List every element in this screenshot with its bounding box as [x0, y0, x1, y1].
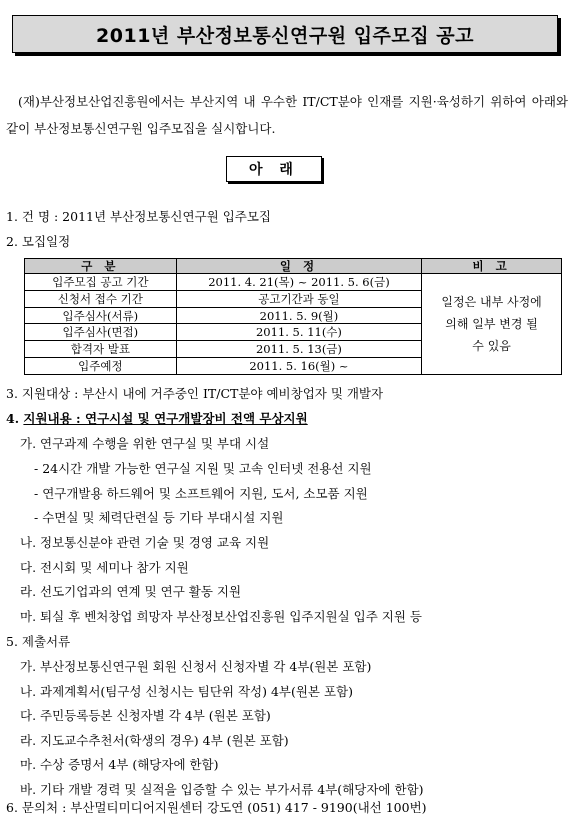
arae-heading: 아 래	[226, 156, 322, 182]
page-title-box	[12, 15, 558, 53]
support-item: 마. 퇴실 후 벤처창업 희망자 부산정보산업진흥원 입주지원실 입주 지원 등	[20, 609, 422, 624]
header-note: 비 고	[422, 259, 562, 274]
document-item: 가. 부산정보통신연구원 회원 신청서 신청자별 각 4부(원본 포함)	[20, 659, 372, 674]
schedule-table	[24, 258, 562, 375]
item-4-text: 지원내용 : 연구시설 및 연구개발장비 전액 무상지원	[23, 411, 308, 426]
row-label: 입주심사(서류)	[25, 307, 177, 324]
schedule-note: 일정은 내부 사정에 의해 일부 변경 될 수 있음	[422, 274, 562, 375]
item-4-number: 4.	[6, 411, 24, 426]
row-label: 입주모집 공고 기간	[25, 274, 177, 291]
table-row	[25, 274, 562, 291]
row-date: 2011. 4. 21(목) ~ 2011. 5. 6(금)	[176, 274, 422, 291]
support-item: 라. 선도기업과의 연계 및 연구 활동 지원	[20, 584, 242, 599]
support-item: 가. 연구과제 수행을 위한 연구실 및 부대 시설	[20, 436, 270, 451]
support-item: 다. 전시회 및 세미나 참가 지원	[20, 560, 189, 575]
header-schedule: 일 정	[176, 259, 422, 274]
document-item: 나. 과제계획서(팀구성 신청시는 팀단위 작성) 4부(원본 포함)	[20, 684, 353, 699]
row-date: 2011. 5. 13(금)	[176, 341, 422, 358]
row-date: 2011. 5. 9(월)	[176, 307, 422, 324]
document-item: 마. 수상 증명서 4부 (해당자에 한함)	[20, 757, 219, 772]
intro-paragraph: (재)부산정보산업진흥원에서는 부산지역 내 우수한 IT/CT분야 인재를 지원·육성하기 위하여 아래와 같이 부산정보통신연구원 입주모집을 실시합니다.	[6, 94, 568, 136]
document-item: 다. 주민등록등본 신청자별 각 4부 (원본 포함)	[20, 708, 271, 723]
page-title: 2011년 부산정보통신연구원 입주모집 공고	[96, 24, 474, 47]
support-subitem: - 수면실 및 체력단련실 등 기타 부대시설 지원	[34, 510, 284, 525]
item-3-eligibility: 3. 지원대상 : 부산시 내에 거주중인 IT/CT분야 예비창업자 및 개발자	[6, 386, 384, 401]
row-date: 2011. 5. 16(월) ~	[176, 358, 422, 375]
row-label: 신청서 접수 기간	[25, 290, 177, 307]
item-1-name: 1. 건 명 : 2011년 부산정보통신연구원 입주모집	[6, 209, 271, 224]
schedule-header-row	[25, 259, 562, 274]
row-label: 입주심사(면접)	[25, 324, 177, 341]
document-item: 바. 기타 개발 경력 및 실적을 입증할 수 있는 부가서류 4부(해당자에 한함)	[20, 782, 424, 797]
item-4-support-heading	[6, 411, 308, 427]
item-2-schedule-heading: 2. 모집일정	[6, 234, 71, 249]
row-label: 입주예정	[25, 358, 177, 375]
support-subitem: - 연구개발용 하드웨어 및 소프트웨어 지원, 도서, 소모품 지원	[34, 486, 368, 501]
header-category: 구 분	[25, 259, 177, 274]
item-6-contact: 6. 문의처 : 부산멀티미디어지원센터 강도연 (051) 417 - 9190(내선 100번)	[6, 800, 427, 815]
document-item: 라. 지도교수추천서(학생의 경우) 4부 (원본 포함)	[20, 733, 289, 748]
support-subitem: - 24시간 개발 가능한 연구실 지원 및 고속 인터넷 전용선 지원	[34, 461, 372, 476]
row-label: 합격자 발표	[25, 341, 177, 358]
row-date: 2011. 5. 11(수)	[176, 324, 422, 341]
support-item: 나. 정보통신분야 관련 기술 및 경영 교육 지원	[20, 535, 270, 550]
item-5-documents-heading: 5. 제출서류	[6, 634, 71, 649]
row-date: 공고기간과 동일	[176, 290, 422, 307]
